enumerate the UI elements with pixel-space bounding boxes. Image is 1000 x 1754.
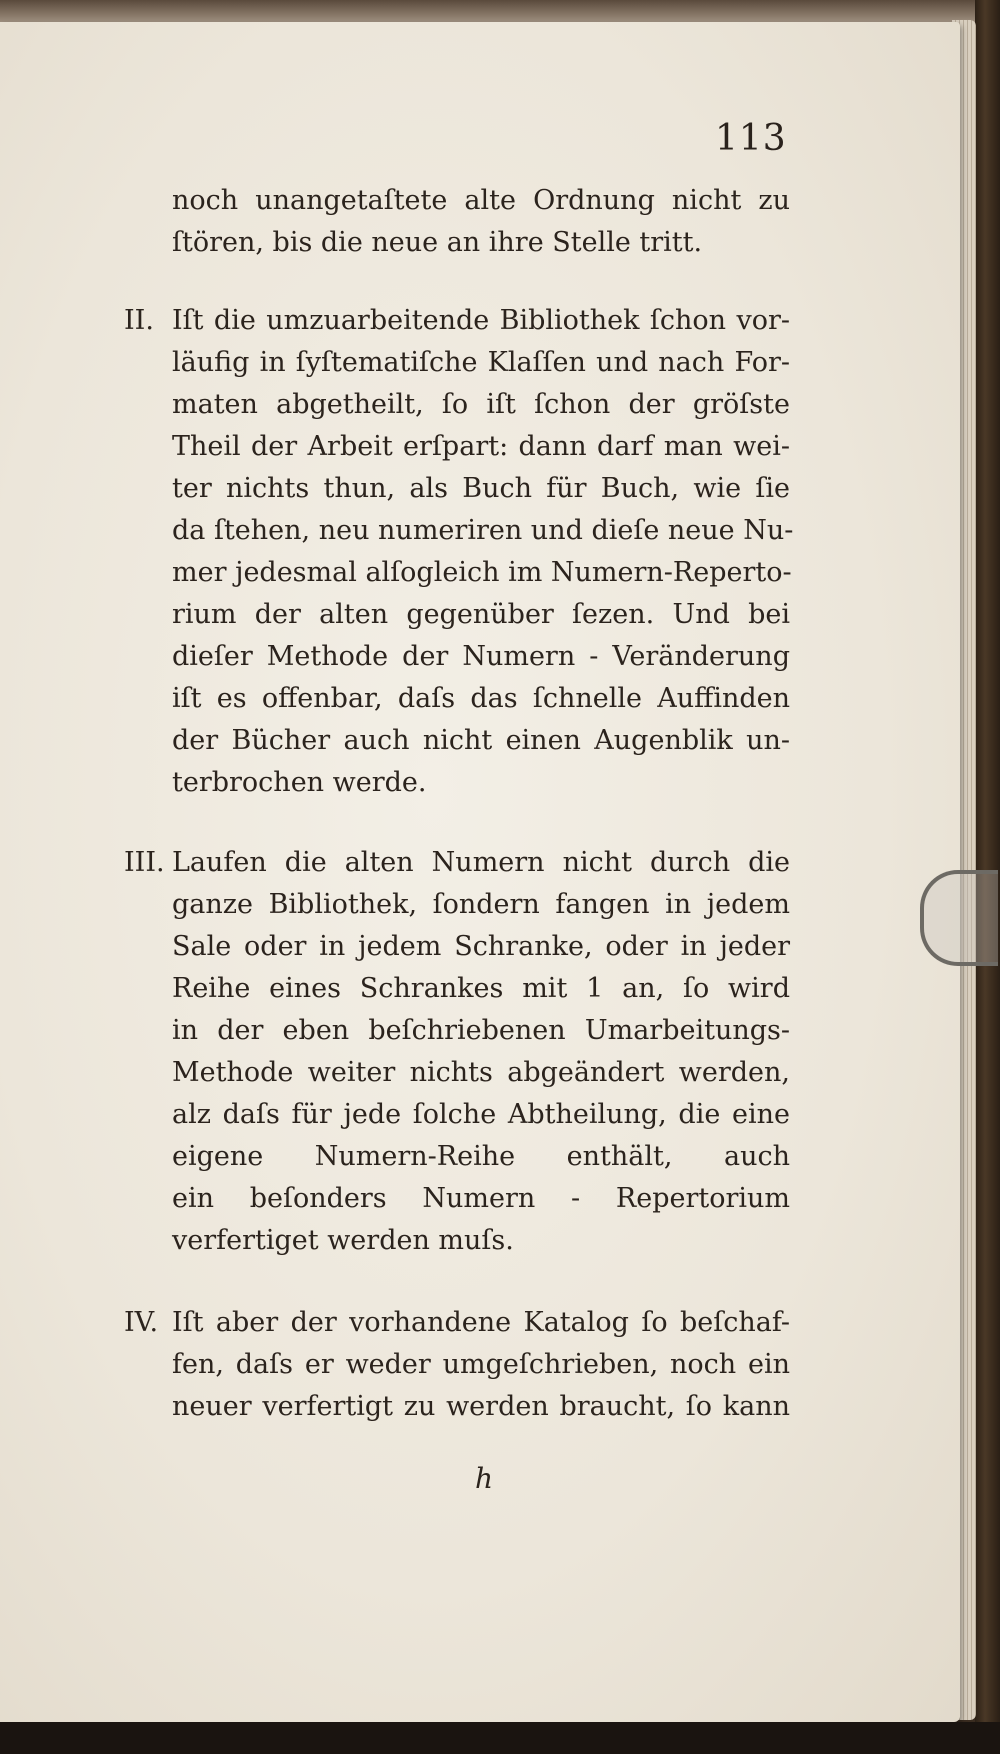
text-line: Iſt aber der vorhandene Katalog ſo beſchaf-	[172, 1307, 790, 1338]
text-line: alz daſs für jede ſolche Abtheilung, die eine	[172, 1099, 790, 1130]
text-line: da ſtehen, neu numeriren und dieſe neue Nu-	[172, 515, 794, 546]
numbered-paragraph-iv	[120, 1302, 790, 1428]
text-line: ein beſonders Numern - Repertorium	[172, 1183, 790, 1214]
page-clip	[920, 870, 998, 966]
text-line: rium der alten gegenüber ſezen. Und bei	[172, 599, 790, 630]
text-line: eigene Numern-Reihe enthält, auch	[172, 1141, 790, 1172]
page-number: 113	[715, 118, 787, 159]
numbered-paragraph-iii	[120, 842, 790, 1262]
text-line: iſt es offenbar, daſs das ſchnelle Auffinden	[172, 683, 790, 714]
text-line: in der eben beſchriebenen Umarbeitungs-	[172, 1015, 790, 1046]
text-line: fen, daſs er weder umgeſchrieben, noch ein	[172, 1349, 790, 1380]
page-text	[120, 180, 794, 1428]
text-line: ter nichts thun, als Buch für Buch, wie ſie	[172, 473, 790, 504]
paragraph-numeral: III.	[124, 847, 165, 878]
text-line: ſtören, bis die neue an ihre Stelle tritt.	[172, 227, 703, 258]
text-line: Iſt die umzuarbeitende Bibliothek ſchon vor-	[172, 305, 790, 336]
paragraph-numeral: IV.	[124, 1307, 159, 1338]
text-line: Sale oder in jedem Schranke, oder in jeder	[172, 931, 790, 962]
text-line: maten abgetheilt, ſo iſt ſchon der gröſste	[172, 389, 790, 420]
continuation-paragraph	[120, 180, 790, 264]
text-line: noch unangetaſtete alte Ordnung nicht zu	[172, 185, 790, 216]
signature-mark: h	[475, 1462, 494, 1495]
numbered-paragraph-ii	[120, 300, 794, 804]
text-line: terbrochen werde.	[172, 767, 427, 798]
paragraph-numeral: II.	[124, 305, 154, 336]
text-line: Methode weiter nichts abgeändert werden,	[172, 1057, 790, 1088]
scan-bottom-edge	[0, 1722, 1000, 1754]
text-line: neuer verfertigt zu werden braucht, ſo kann	[172, 1391, 790, 1422]
text-line: verfertiget werden muſs.	[172, 1225, 514, 1256]
text-line: ganze Bibliothek, ſondern fangen in jedem	[172, 889, 790, 920]
text-line: läufig in ſyſtematiſche Klaſſen und nach For-	[172, 347, 790, 378]
text-line: Laufen die alten Numern nicht durch die	[172, 847, 790, 878]
text-line: Reihe eines Schrankes mit 1 an, ſo wird	[172, 973, 790, 1004]
text-line: Theil der Arbeit erſpart: dann darf man wei-	[172, 431, 790, 462]
text-line: mer jedesmal alſogleich im Numern-Reperto-	[172, 557, 792, 588]
text-line: dieſer Methode der Numern - Veränderung	[172, 641, 790, 672]
text-line: der Bücher auch nicht einen Augenblik un-	[172, 725, 790, 756]
